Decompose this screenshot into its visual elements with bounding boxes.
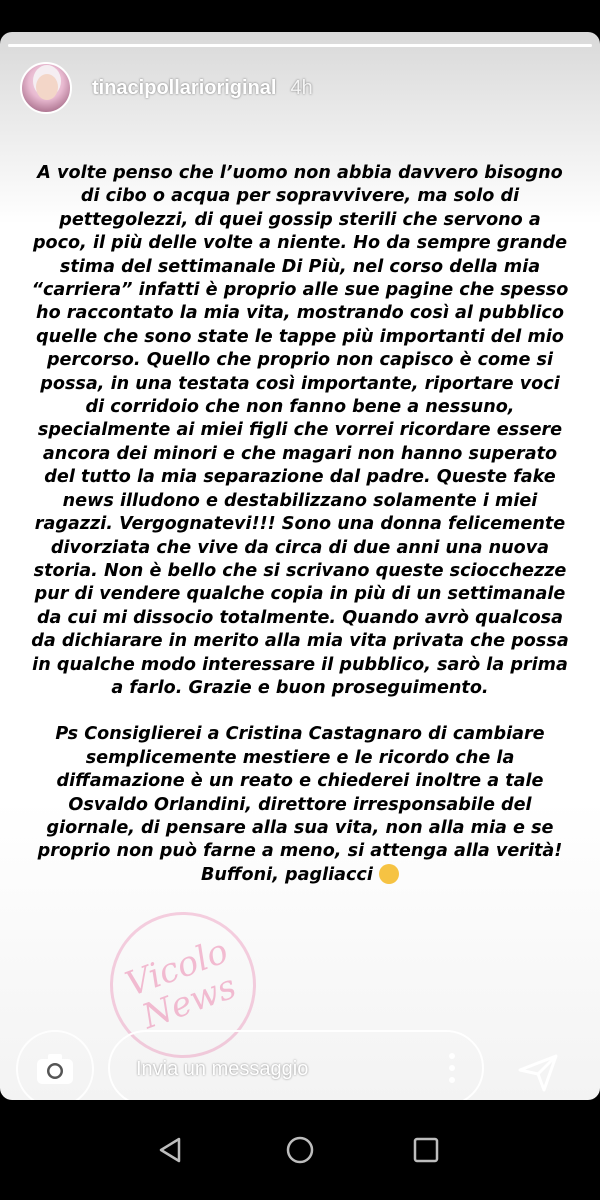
recents-button[interactable] [406, 1130, 446, 1170]
camera-icon [35, 1052, 75, 1086]
home-button[interactable] [280, 1130, 320, 1170]
android-navigation-bar [0, 1100, 600, 1200]
clown-emoji-icon [379, 864, 399, 884]
story-progress-fill [8, 44, 592, 47]
story-header [20, 62, 313, 114]
story-text [30, 162, 570, 887]
message-input[interactable] [108, 1030, 484, 1100]
back-button[interactable] [150, 1130, 190, 1170]
avatar[interactable] [20, 62, 72, 114]
home-circle-icon [285, 1135, 315, 1165]
story-paragraph-2 [30, 723, 570, 887]
recents-square-icon [412, 1136, 440, 1164]
more-vertical-icon[interactable] [448, 1050, 456, 1086]
message-placeholder: Invia un messaggio [136, 1058, 309, 1080]
username[interactable]: tinacipollarioriginal [92, 76, 277, 99]
story-progress-bar [8, 44, 592, 47]
story-paragraph-1: A volte penso che l’uomo non abbia davvero bisogno di cibo o acqua per sopravvivere, ma solo di pettegolezzi, di quei gossip sterili che servono a poco, il più delle volte a niente. Ho da sempre grande stima del settimanale Di Più, nel corso della mia “carriera” infatti è proprio alle sue pagine che spesso ho raccontato la mia vita, mostrando così al pubblico quelle che sono state le tappe più importanti del mio percorso. Quello che proprio non capisco è come si possa, in una testata così importante, riportare voci di corridoio che non fanno bene a nessuno, specialmente ai miei figli che vorrei ricordare essere ancora dei minori e che magari non hanno superato del tutto la mia separazione dal padre. Queste fake news illudono e destabilizzano solamente i miei ragazzi. Vergognatevi!!! Sono una donna felicemente divorziata che vive da circa di due anni una nuova storia. Non è bello che si scrivano queste sciocchezze pur di vendere qualche copia in più di un settimanale da cui mi dissocio totalmente. Quando avrò qualcosa da dichiarare in merito alla mia vita privata che possa in qualche modo interessare il pubblico, sarò la prima a farlo. Grazie e buon proseguimento. [31, 163, 569, 698]
back-triangle-icon [157, 1136, 183, 1164]
story-time: 4h [290, 76, 313, 99]
watermark-logo: Vicolo News [89, 891, 276, 1078]
story-paragraph-2-text: Ps Consiglierei a Cristina Castagnaro di cambiare semplicemente mestiere e le ricordo che la diffamazione è un reato e chiederei inoltre a tale Osvaldo Orlandini, direttore irresponsabile del giornale, di pensare alla sua vita, non alla mia e se proprio non può farne a meno, si attenga alla verità! Buffoni, pagliacci [37, 724, 563, 885]
story-viewer[interactable] [0, 32, 600, 1100]
camera-button[interactable] [16, 1030, 94, 1100]
send-icon[interactable] [516, 1050, 560, 1094]
